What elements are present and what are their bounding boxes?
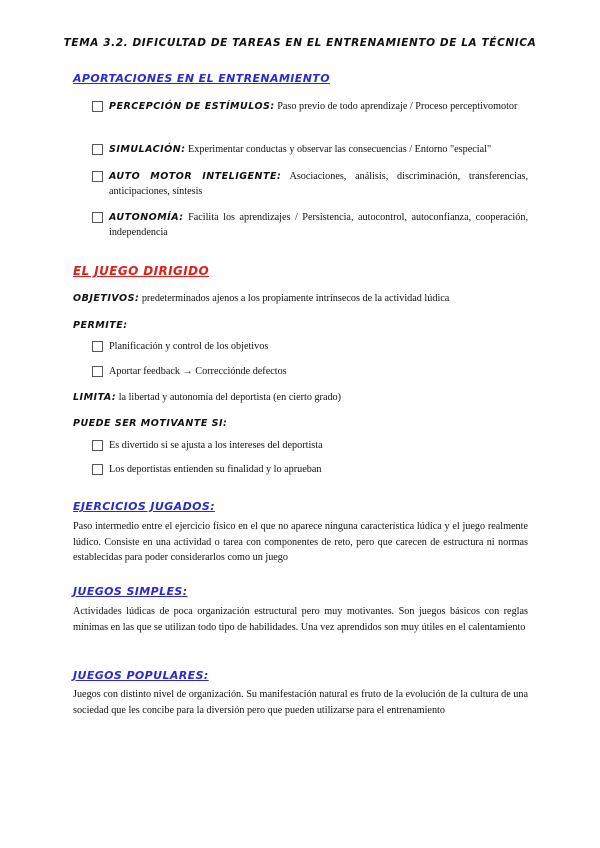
heading-juegos-simples: JUEGOS SIMPLES:	[73, 585, 188, 598]
checkbox-icon	[92, 341, 103, 352]
limita-text: la libertad y autonomía del deportista (en cierto grado)	[118, 392, 342, 403]
list-item-planificacion	[92, 339, 528, 354]
checkbox-icon	[92, 212, 103, 223]
objetivos-label: OBJETIVOS:	[73, 293, 140, 304]
item-text: Experimentar conductas y observar las consecuencias / Entorno "especial"	[188, 144, 492, 155]
list-item-finalidad	[92, 462, 528, 477]
list-item-divertido	[92, 438, 528, 453]
permite-label: PERMITE:	[73, 320, 128, 331]
item-text: Asociaciones, análisis, discriminación, transferencias, anticipaciones, síntesis	[109, 171, 529, 197]
heading-juego-dirigido: EL JUEGO DIRIGIDO	[73, 264, 210, 278]
juegos-populares-text: Juegos con distinto nivel de organización. Su manifestación natural es fruto de la evolución de la cultura de una sociedad que les concibe para la diversión pero que pueden utilizarse para el entrenamiento	[73, 689, 528, 716]
juegos-simples-text: Actividades lúdicas de poca organización estructural pero muy motivantes. Son juegos básicos con reglas mínimas en las que se utilizan todo tipo de habilidades. Una vez aprendidos son muy útiles en el calentamiento	[73, 606, 528, 633]
heading-aportaciones: APORTACIONES EN EL ENTRENAMIENTO	[73, 72, 330, 85]
item-text: Aportar feedback → Correccióndе defectos	[109, 366, 287, 377]
list-item-autonomia	[92, 210, 528, 240]
limita-line	[73, 390, 528, 405]
item-text: Paso previo de todo aprendizaje / Proceso perceptivomotor	[277, 101, 518, 112]
checkbox-icon	[92, 171, 103, 182]
objetivos-line	[73, 291, 528, 306]
item-term: AUTONOMÍA:	[109, 212, 184, 223]
permite-line	[73, 318, 528, 333]
item-text: Planificación y control de los objetivos	[109, 341, 269, 352]
list-item-feedback	[92, 364, 528, 379]
item-term: SIMULACIÓN:	[109, 144, 186, 155]
item-term: AUTO MOTOR INTELIGENTE:	[109, 171, 282, 182]
checkbox-icon	[92, 101, 103, 112]
item-text: Los deportistas entienden su finalidad y lo aprueban	[109, 464, 322, 475]
list-item-simulacion	[92, 142, 528, 157]
checkbox-icon	[92, 464, 103, 475]
motivante-line	[73, 416, 528, 431]
item-text: Es divertido si se ajusta a los intereses del deportista	[109, 440, 323, 451]
checkbox-icon	[92, 366, 103, 377]
limita-label: LIMITA:	[73, 392, 117, 403]
ejercicios-jugados-text: Paso intermedio entre el ejercicio físico en el que no aparece ninguna característica lúdica y el juego realmente lúdico. Consiste en una actividad o tarea con componentes de reto, pero que carecen de estructura ni normas establecidas para poder considerarlos como un juego	[73, 521, 528, 563]
motivante-label: PUEDE SER MOTIVANTE SI:	[73, 418, 228, 429]
list-item-auto-motor	[92, 169, 528, 199]
item-text: Facilita los aprendizajes / Persistencia, autocontrol, autoconfianza, cooperación, independencia	[109, 212, 528, 238]
heading-ejercicios-jugados: EJERCICIOS JUGADOS:	[73, 500, 215, 513]
checkbox-icon	[92, 144, 103, 155]
list-item-percepcion	[92, 99, 528, 114]
item-term: PERCEPCIÓN DE ESTÍMULOS:	[109, 101, 275, 112]
objetivos-text: predeterminados ajenos a los propiamente intrínsecos de la actividad lúdica	[141, 293, 450, 304]
document-title: TEMA 3.2. DIFICULTAD DE TAREAS EN EL ENTRENAMIENTO DE LA TÉCNICA	[63, 37, 537, 49]
heading-juegos-populares: JUEGOS POPULARES:	[73, 669, 209, 682]
checkbox-icon	[92, 440, 103, 451]
